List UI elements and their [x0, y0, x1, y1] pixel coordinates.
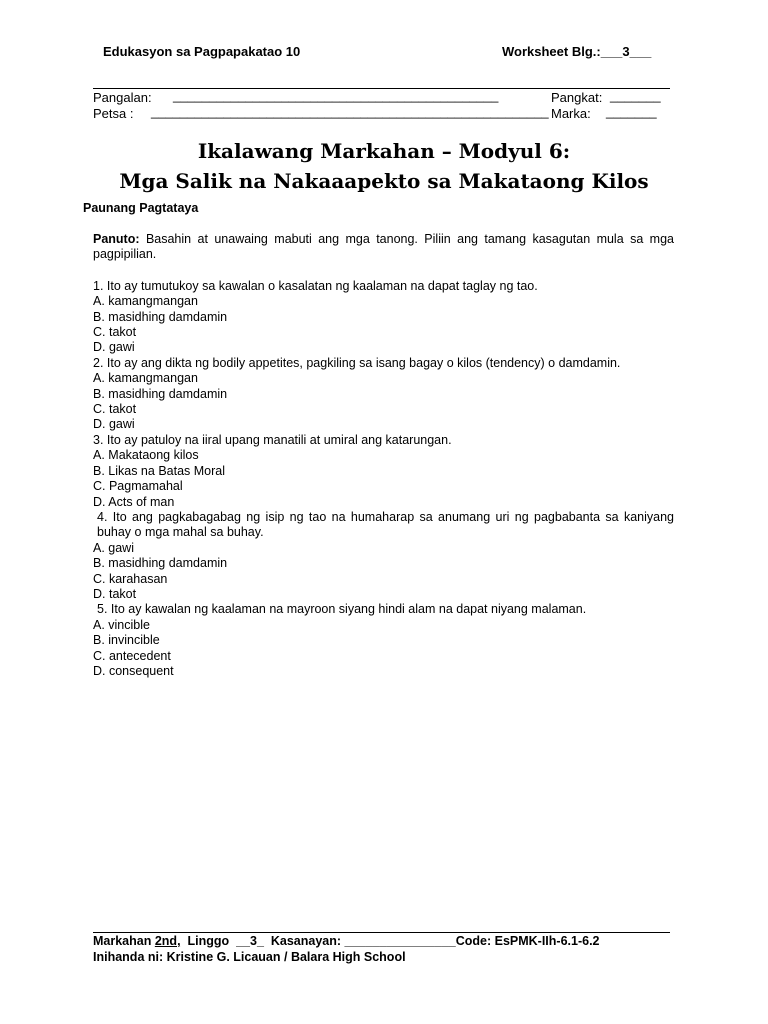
question-4-option-d[interactable]: D. takot	[93, 586, 137, 601]
marka-label: Marka:	[551, 106, 591, 121]
question-4-option-a[interactable]: A. gawi	[93, 540, 134, 555]
quarter-module-title: Ikalawang Markahan – Modyul 6:	[197, 139, 571, 163]
subject-header: Edukasyon sa Pagpapakatao 10	[103, 44, 301, 59]
question-2-option-a[interactable]: A. kamangmangan	[93, 371, 198, 386]
quiz-content	[93, 232, 674, 679]
question-3-option-d[interactable]: D. Acts of man	[93, 494, 175, 509]
question-5: 5. Ito ay kawalan ng kaalaman na mayroon siyang hindi alam na dapat niyang malaman.	[97, 602, 587, 617]
question-2-option-d[interactable]: D. gawi	[93, 417, 135, 432]
footer-rule	[93, 932, 670, 933]
worksheet-number: Worksheet Blg.:___3___	[502, 44, 652, 59]
question-1-option-b[interactable]: B. masidhing damdamin	[93, 309, 228, 324]
question-5-option-a[interactable]: A. vincible	[93, 617, 150, 632]
footer-schedule	[93, 934, 600, 948]
footer-details: Linggo __3_ Kasanayan: ________________Code: EsPMK-IIh-6.1-6.2	[180, 934, 600, 948]
question-2-option-b[interactable]: B. masidhing damdamin	[93, 386, 228, 401]
module-topic-title: Mga Salik na Nakaaapekto sa Makataong Kilos	[119, 169, 649, 193]
question-1-option-a[interactable]: A. kamangmangan	[93, 294, 198, 309]
question-4-option-c[interactable]: C. karahasan	[93, 571, 168, 586]
section-heading: Paunang Pagtataya	[83, 201, 199, 215]
prepared-by: Inihanda ni: Kristine G. Licauan / Balara High School	[93, 950, 406, 964]
question-3-option-b[interactable]: B. Likas na Batas Moral	[93, 463, 226, 478]
petsa-label: Petsa :	[93, 106, 134, 121]
pangalan-label: Pangalan:	[93, 90, 152, 105]
question-4-option-b[interactable]: B. masidhing damdamin	[93, 556, 228, 571]
question-3-option-a[interactable]: A. Makataong kilos	[93, 448, 199, 463]
question-5-option-d[interactable]: D. consequent	[93, 663, 174, 678]
pangalan-field[interactable]: _____________________________________________	[173, 88, 499, 103]
question-1: 1. Ito ay tumutukoy sa kawalan o kasalatan ng kaalaman na dapat taglay ng tao.	[93, 278, 538, 293]
instructions-label: Panuto:	[93, 232, 140, 246]
question-5-option-c[interactable]: C. antecedent	[93, 648, 171, 663]
pangkat-field[interactable]: _______	[610, 88, 661, 103]
question-5-option-b[interactable]: B. invincible	[93, 633, 160, 648]
question-2: 2. Ito ay ang dikta ng bodily appetites, pagkiling sa isang bagay o kilos (tendency) o damdamin.	[93, 355, 621, 370]
question-1-option-c[interactable]: C. takot	[93, 325, 137, 340]
question-3-option-c[interactable]: C. Pagmamahal	[93, 479, 183, 494]
markahan-label: Markahan	[93, 934, 155, 948]
instructions	[93, 232, 674, 263]
instructions-text: Basahin at unawaing mabuti ang mga tanong. Piliin ang tamang kasagutan mula sa mga pagpipilian.	[93, 232, 674, 262]
pangkat-label: Pangkat:	[551, 90, 603, 105]
marka-field[interactable]: _______	[606, 104, 657, 119]
question-1-option-d[interactable]: D. gawi	[93, 340, 135, 355]
question-3: 3. Ito ay patuloy na iiral upang manatili at umiral ang katarungan.	[93, 432, 452, 447]
petsa-field[interactable]: _______________________________________________________	[151, 104, 549, 119]
markahan-value: 2nd,	[154, 934, 181, 948]
question-4: 4. Ito ang pagkabagabag ng isip ng tao na humaharap sa anumang uri ng pagbabanta sa kaniyang buhay o mga mahal sa buhay.	[97, 509, 674, 540]
question-2-option-c[interactable]: C. takot	[93, 402, 137, 417]
